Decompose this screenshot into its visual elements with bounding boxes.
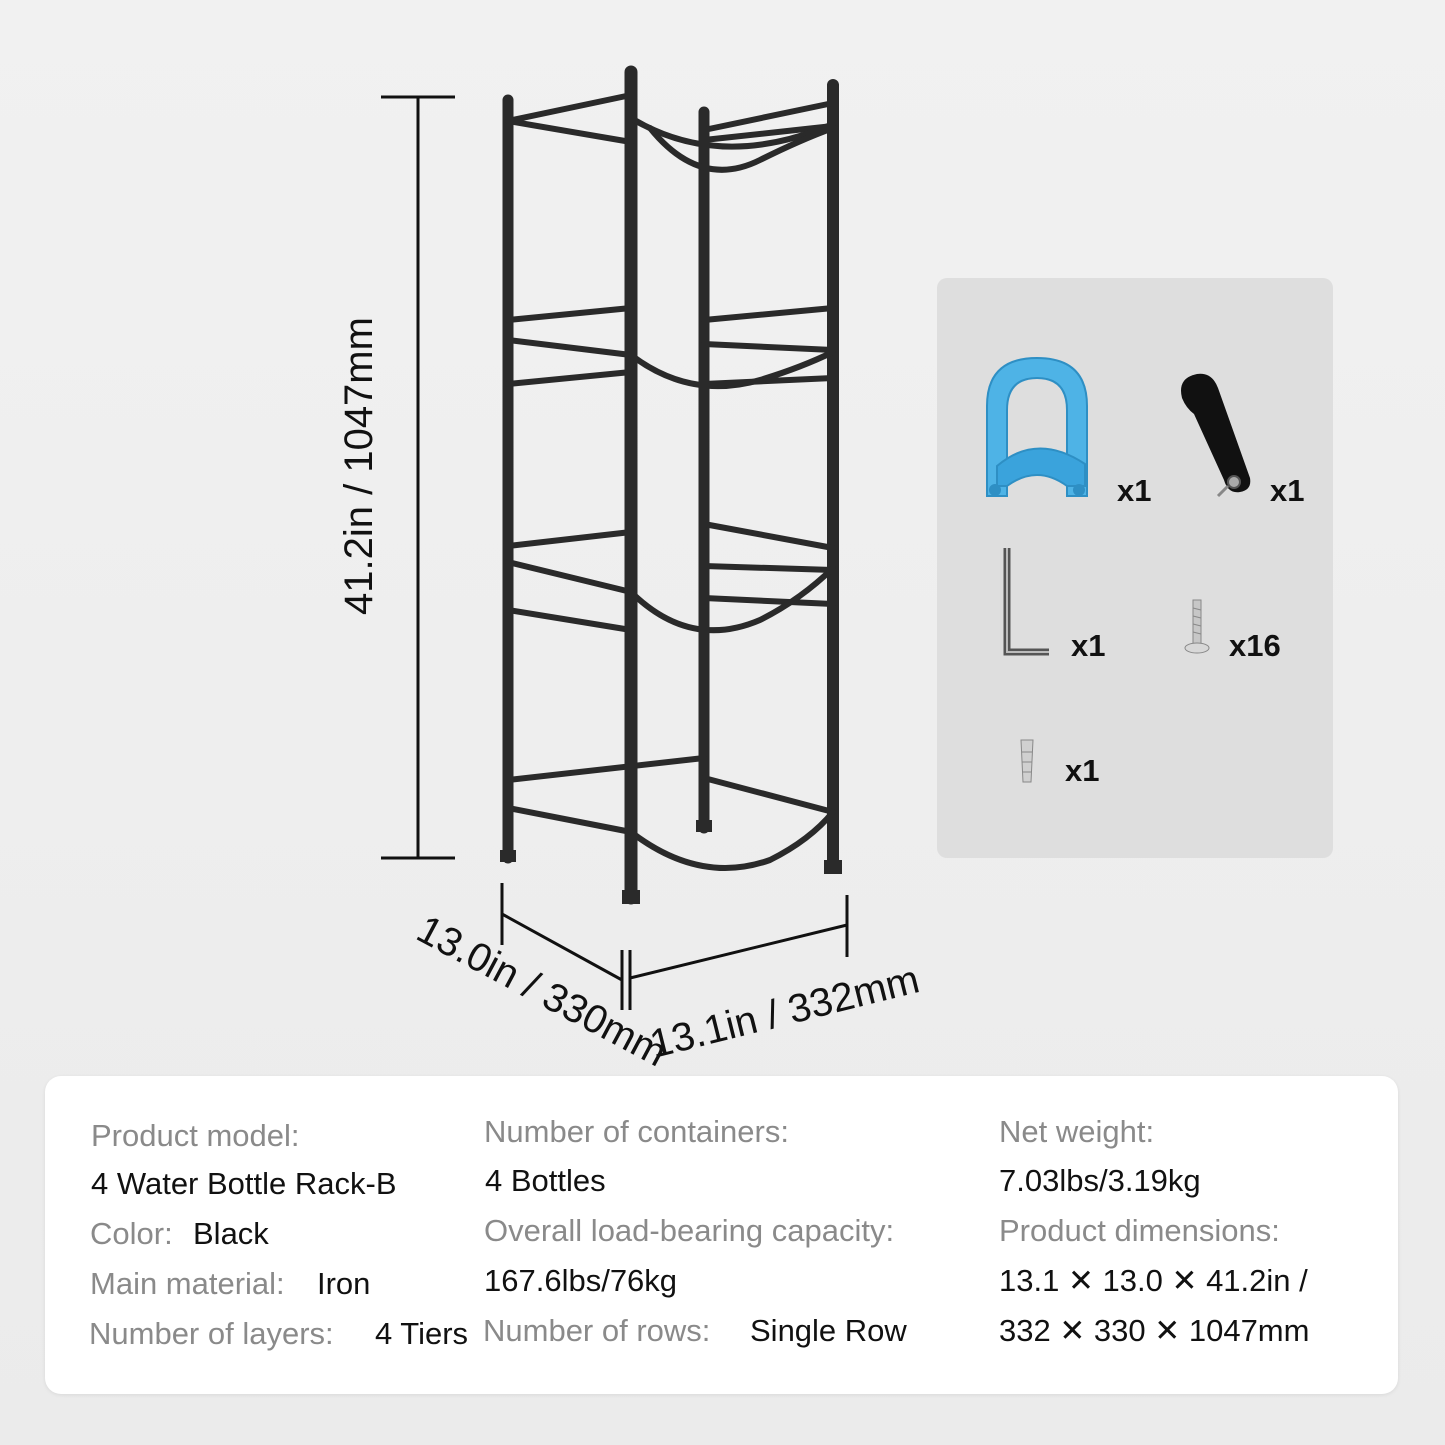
dimensions-value-line-1: 13.1 ✕ 13.0 ✕ 41.2in / <box>999 1263 1308 1298</box>
accessory-qty: x16 <box>1229 628 1281 663</box>
layers-label: Number of layers: <box>89 1316 334 1351</box>
rows-label: Number of rows: <box>483 1313 711 1348</box>
height-dimension <box>381 97 455 858</box>
width-label: 13.1in / 332mm <box>645 957 924 1067</box>
accessory-qty: x1 <box>1071 628 1106 663</box>
water-bottle-rack <box>500 72 842 904</box>
containers-label: Number of containers: <box>484 1114 789 1149</box>
dimensions-value-line-2: 332 ✕ 330 ✕ 1047mm <box>999 1313 1310 1348</box>
dimensions-label: Product dimensions: <box>999 1213 1280 1248</box>
wall-anchor-icon <box>1016 738 1038 786</box>
model-label: Product model: <box>91 1118 300 1153</box>
accessory-qty: x1 <box>1117 473 1152 508</box>
screw-icon <box>1182 598 1212 660</box>
capacity-value: 167.6lbs/76kg <box>484 1263 678 1298</box>
accessory-qty: x1 <box>1065 753 1100 788</box>
capacity-label: Overall load-bearing capacity: <box>484 1213 895 1248</box>
layers-value: 4 Tiers <box>375 1316 469 1351</box>
containers-value: 4 Bottles <box>485 1163 606 1198</box>
accessories-panel <box>937 278 1333 858</box>
accessory-qty: x1 <box>1270 473 1305 508</box>
material-value: Iron <box>317 1266 371 1301</box>
depth-label: 13.0in / 330mm <box>409 907 674 1076</box>
weight-value: 7.03lbs/3.19kg <box>999 1163 1201 1198</box>
wall-strap-icon <box>1172 368 1262 503</box>
height-label: 41.2in / 1047mm <box>337 317 381 615</box>
model-value: 4 Water Bottle Rack-B <box>91 1166 397 1201</box>
material-label: Main material: <box>90 1266 285 1301</box>
rows-value: Single Row <box>750 1313 907 1348</box>
weight-label: Net weight: <box>999 1114 1155 1149</box>
allen-wrench-icon <box>999 544 1059 662</box>
color-label: Color: <box>90 1216 173 1251</box>
specifications-card <box>45 1076 1398 1394</box>
color-value: Black <box>193 1216 269 1251</box>
bottle-handle-icon <box>967 346 1107 506</box>
